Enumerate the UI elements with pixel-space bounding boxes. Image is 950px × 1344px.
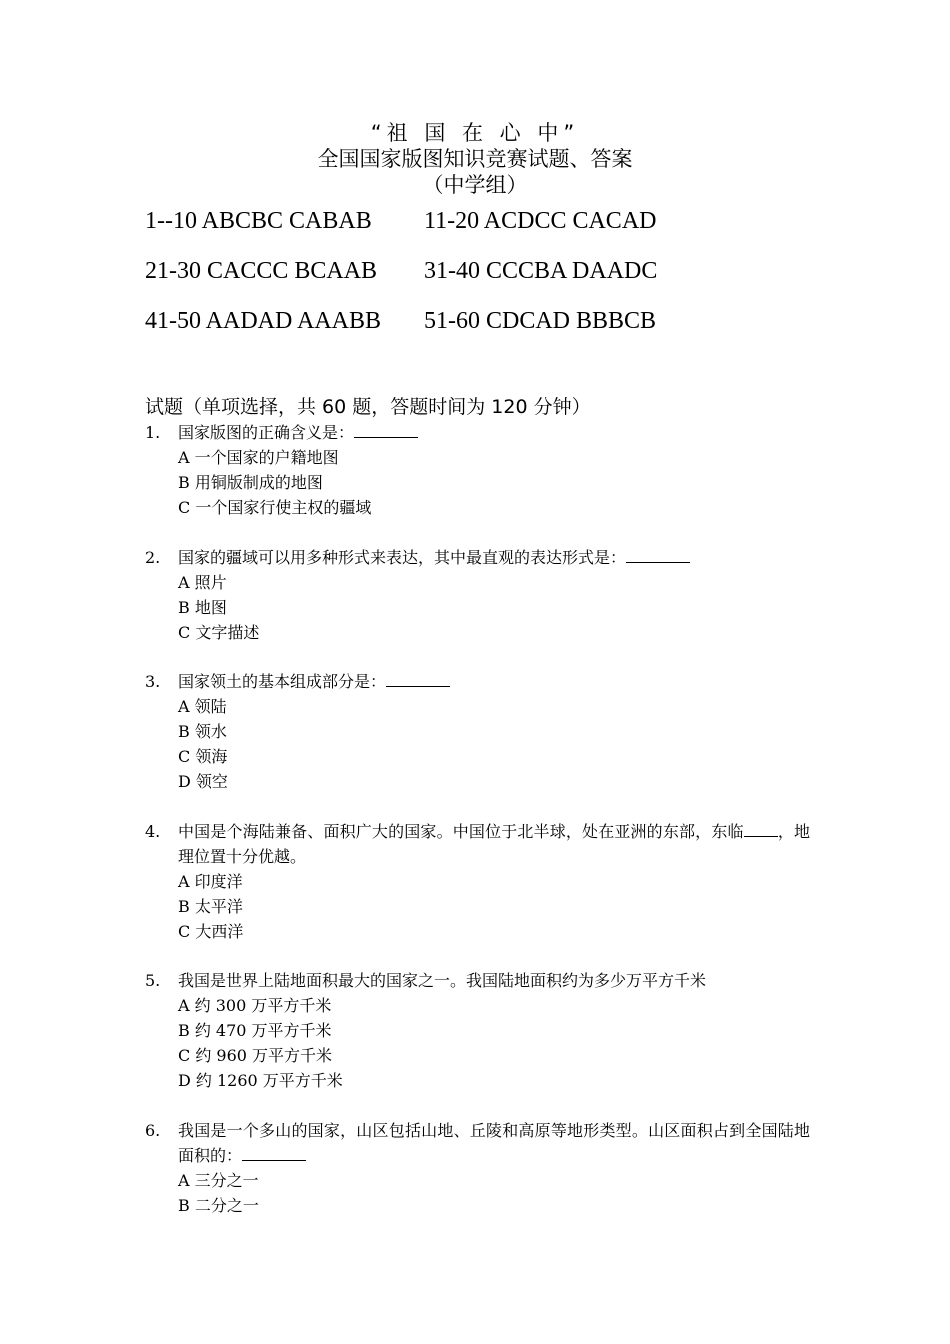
answer-row <box>145 203 657 253</box>
option: A 领陆 <box>178 697 227 716</box>
question-number: 2. <box>145 547 161 567</box>
option: A 三分之一 <box>178 1170 259 1190</box>
option: C 一个国家行使主权的疆域 <box>178 498 372 517</box>
answer-range-left: 41-50 AADAD AAABB <box>145 308 382 334</box>
option: A 约 300 万平方千米 <box>178 996 332 1015</box>
answer-key <box>145 203 657 353</box>
question-2 <box>145 545 810 645</box>
question-number: 1. <box>145 423 161 442</box>
question-4 <box>145 819 810 944</box>
option: B 领水 <box>178 722 227 741</box>
answer-blank <box>744 822 778 837</box>
question-5 <box>145 968 810 1093</box>
option: B 太平洋 <box>178 896 243 916</box>
title-line-1: “祖 国 在 心 中” <box>370 121 580 145</box>
option: B 二分之一 <box>178 1195 259 1215</box>
option: D 约 1260 万平方千米 <box>178 1071 343 1090</box>
question-text: 中国是个海陆兼备、面积广大的国家。中国位于北半球，处在亚洲的东部，东临 <box>178 821 744 841</box>
question-text: 国家版图的正确含义是： <box>178 423 355 442</box>
answer-blank <box>386 672 450 687</box>
option: A 一个国家的户籍地图 <box>178 448 339 467</box>
option: C 文字描述 <box>178 622 260 642</box>
question-6 <box>145 1118 810 1218</box>
title-line-2: 全国国家版图知识竞赛试题、答案 <box>317 147 633 171</box>
option: B 地图 <box>178 597 227 617</box>
answer-blank <box>242 1146 306 1161</box>
question-text: 我国是世界上陆地面积最大的国家之一。我国陆地面积约为多少万平方千米 <box>178 971 707 990</box>
question-text: 我国是一个多山的国家，山区包括山地、丘陵和高原等地形类型。山区面积占到全国陆地面积的： <box>178 1120 810 1165</box>
question-number: 6. <box>145 1120 161 1140</box>
option: D 领空 <box>178 772 228 791</box>
option: B 用铜版制成的地图 <box>178 473 323 492</box>
question-list <box>145 420 810 1242</box>
answer-range-right: 51-60 CDCAD BBBCB <box>424 308 657 334</box>
answer-blank <box>626 548 690 563</box>
answer-range-left: 1--10 ABCBC CABAB <box>145 208 372 234</box>
option: A 照片 <box>178 572 227 592</box>
question-text: 国家领土的基本组成部分是： <box>178 672 387 691</box>
question-text: 国家的疆域可以用多种形式来表达，其中最直观的表达形式是： <box>178 547 627 567</box>
question-1 <box>145 420 810 520</box>
question-number: 3. <box>145 672 161 691</box>
answer-row <box>145 253 657 303</box>
option: C 领海 <box>178 747 228 766</box>
answer-blank <box>354 423 418 438</box>
section-heading: 试题（单项选择，共 60 题，答题时间为 120 分钟） <box>145 396 591 418</box>
title-block <box>0 120 950 198</box>
question-text-tail: ，地理位置十分优越。 <box>178 821 810 866</box>
answer-range-right: 31-40 CCCBA DAADC <box>424 258 658 284</box>
option: C 大西洋 <box>178 921 244 941</box>
question-3 <box>145 669 810 794</box>
option: C 约 960 万平方千米 <box>178 1046 333 1065</box>
option: A 印度洋 <box>178 871 243 891</box>
question-number: 5. <box>145 971 161 990</box>
question-number: 4. <box>145 821 161 841</box>
answer-range-left: 21-30 CACCC BCAAB <box>145 258 378 284</box>
answer-range-right: 11-20 ACDCC CACAD <box>424 208 657 234</box>
option: B 约 470 万平方千米 <box>178 1021 332 1040</box>
answer-row <box>145 303 657 353</box>
title-line-3: （中学组） <box>422 173 528 197</box>
